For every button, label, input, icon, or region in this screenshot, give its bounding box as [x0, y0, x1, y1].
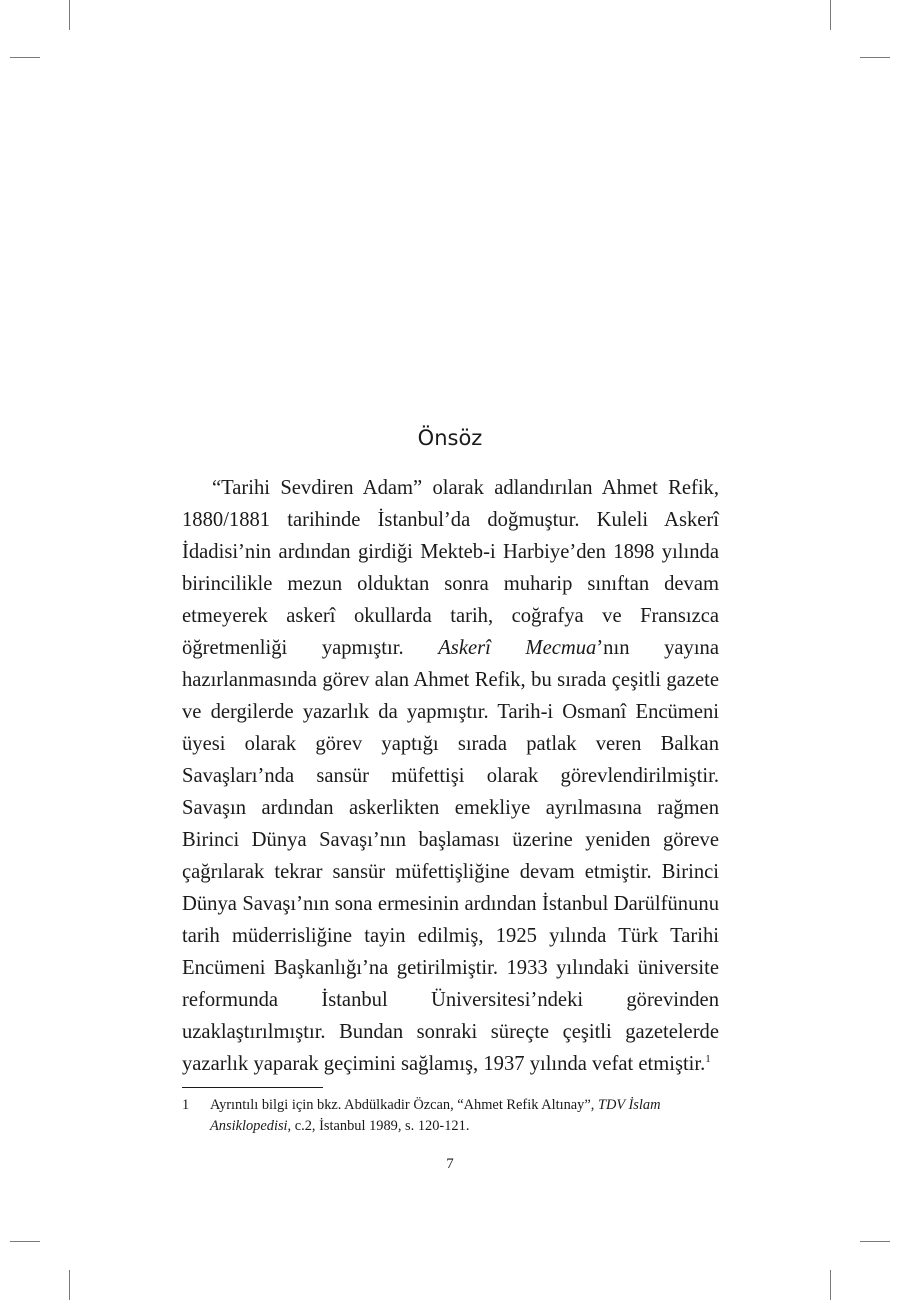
body-text-part1: “Tarihi Sevdiren Adam” olarak adlandırılan Ahmet Refik, 1880/1881 tarihinde İstanbul’da doğmuştur. Kuleli Askerî İdadisi’nin ardından girdiği Mekteb-i Harbiye’den 1898 yılında birincilikle mezun olduktan sonra muharip sınıftan devam etmeyerek askerî okullarda tarih, coğrafya ve Fransızca öğretmenliği yapmıştır.: [182, 477, 719, 659]
crop-mark-top-left: [69, 0, 70, 30]
crop-mark-right-top: [860, 57, 890, 58]
footnote-text-part2: , c.2, İstanbul 1989, s. 120-121.: [287, 1118, 470, 1134]
body-paragraph: [182, 472, 719, 1080]
body-text-part2: ’nın yayına hazırlanmasında görev alan Ahmet Refik, bu sırada çeşitli gazete ve dergilerde yazarlık da yapmıştır. Tarih-i Osmanî Encümeni üyesi olarak görev yaptığı sırada patlak veren Balkan Savaşları’nda sansür müfettişi olarak görevlendirilmiştir. Savaşın ardından askerlikten emekliye ayrılmasına rağmen Birinci Dünya Savaşı’nın başlaması üzerine yeniden göreve çağrılarak tekrar sansür müfettişliğine devam etmiştir. Birinci Dünya Savaşı’nın sona ermesinin ardından İstanbul Darülfünunu tarih müderrisliğine tayin edilmiş, 1925 yılında Türk Tarihi Encümeni Başkanlığı’na getirilmiştir. 1933 yılındaki üniversite reformunda İstanbul Üniversitesi’ndeki görevinden uzaklaştırılmıştır. Bundan sonraki süreçte çeşitli gazetelerde yazarlık yaparak geçimini sağlamış, 1937 yılında vefat etmiştir.: [182, 637, 719, 1075]
crop-mark-top-right: [830, 0, 831, 30]
footnote: [182, 1095, 719, 1137]
crop-mark-bottom-left: [69, 1270, 70, 1300]
crop-mark-bottom-right: [830, 1270, 831, 1300]
footnote-divider: [182, 1087, 323, 1088]
crop-mark-left-bottom: [10, 1241, 40, 1242]
footnote-reference: 1: [705, 1053, 711, 1066]
chapter-title: Önsöz: [417, 426, 483, 450]
italic-journal-title: Askerî Mecmua: [438, 637, 597, 659]
footnote-text-part1: Ayrıntılı bilgi için bkz. Abdülkadir Özcan, “Ahmet Refik Altınay”,: [210, 1097, 598, 1113]
page-number: 7: [446, 1156, 454, 1172]
footnote-text: [210, 1095, 719, 1137]
footnote-number: 1: [182, 1097, 190, 1113]
crop-mark-left-top: [10, 57, 40, 58]
footnote-italic-source: TDV İslam Ansiklopedisi: [210, 1097, 661, 1134]
crop-mark-right-bottom: [860, 1241, 890, 1242]
